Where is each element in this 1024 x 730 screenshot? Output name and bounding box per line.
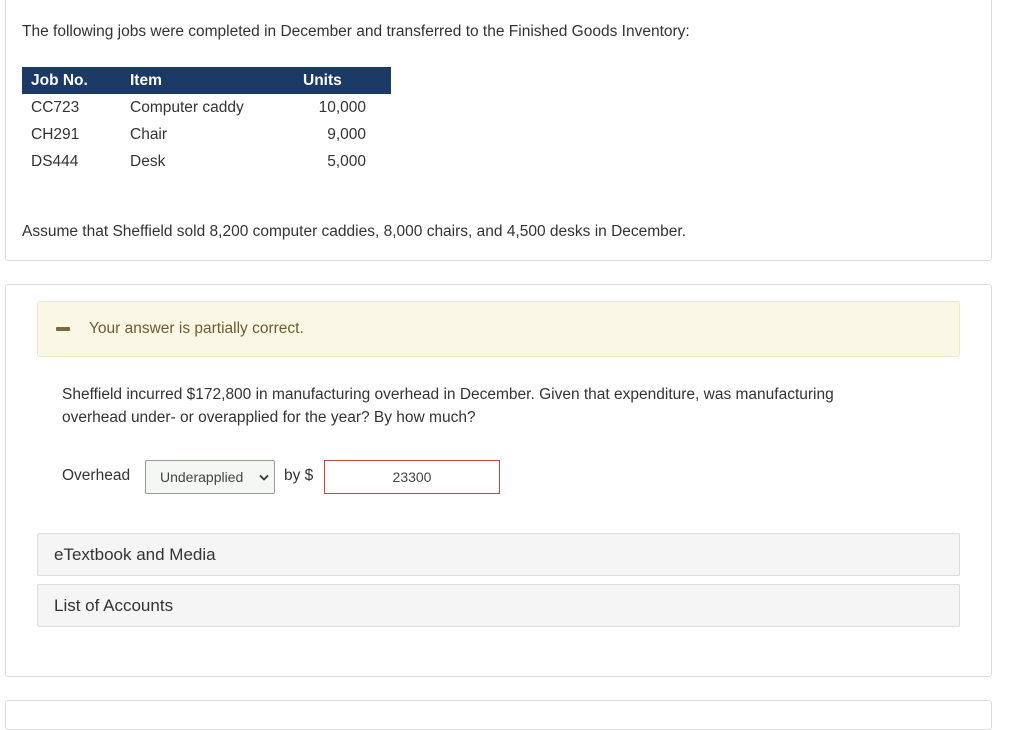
etextbook-label: eTextbook and Media (54, 545, 216, 564)
cell-item: Chair (130, 125, 168, 143)
overhead-select-value: Underapplied (160, 469, 244, 485)
jobs-table (22, 67, 391, 175)
list-of-accounts-panel[interactable] (37, 584, 960, 627)
header-units: Units (280, 67, 391, 94)
etextbook-panel[interactable] (37, 533, 960, 576)
cell-units: 10,000 (318, 98, 366, 116)
cell-units: 5,000 (327, 152, 366, 170)
overhead-amount-input[interactable] (324, 460, 500, 494)
answer-row (62, 459, 522, 495)
table-row (22, 94, 391, 121)
feedback-banner (37, 301, 960, 357)
cell-job-no: CC723 (31, 98, 80, 116)
header-job-no: Job No. (22, 67, 121, 94)
problem-card (5, 0, 992, 261)
overhead-select[interactable] (145, 460, 275, 494)
next-card (5, 700, 992, 730)
cell-item: Desk (130, 152, 166, 170)
question-text: Sheffield incurred $172,800 in manufacturing overhead in December. Given that expenditure, was manufacturing overhead under- or overapplied for the year? By how much? (62, 386, 834, 426)
problem-intro: The following jobs were completed in December and transferred to the Finished Goods Inventory: (22, 23, 690, 40)
by-dollar-label: by $ (284, 467, 314, 484)
cell-job-no: CH291 (31, 125, 80, 143)
table-row (22, 121, 391, 148)
header-item: Item (121, 67, 280, 94)
cell-item: Computer caddy (130, 98, 244, 116)
table-row (22, 148, 391, 175)
problem-assumption: Assume that Sheffield sold 8,200 computer caddies, 8,000 chairs, and 4,500 desks in December. (22, 223, 687, 240)
chevron-down-icon (259, 474, 269, 482)
table-header-row (22, 67, 391, 94)
overhead-label: Overhead (62, 467, 131, 484)
feedback-message: Your answer is partially correct. (89, 320, 304, 337)
answer-card (5, 284, 992, 677)
cell-units: 9,000 (327, 125, 366, 143)
list-of-accounts-label: List of Accounts (54, 596, 174, 615)
cell-job-no: DS444 (31, 152, 79, 170)
minus-icon (56, 327, 70, 331)
